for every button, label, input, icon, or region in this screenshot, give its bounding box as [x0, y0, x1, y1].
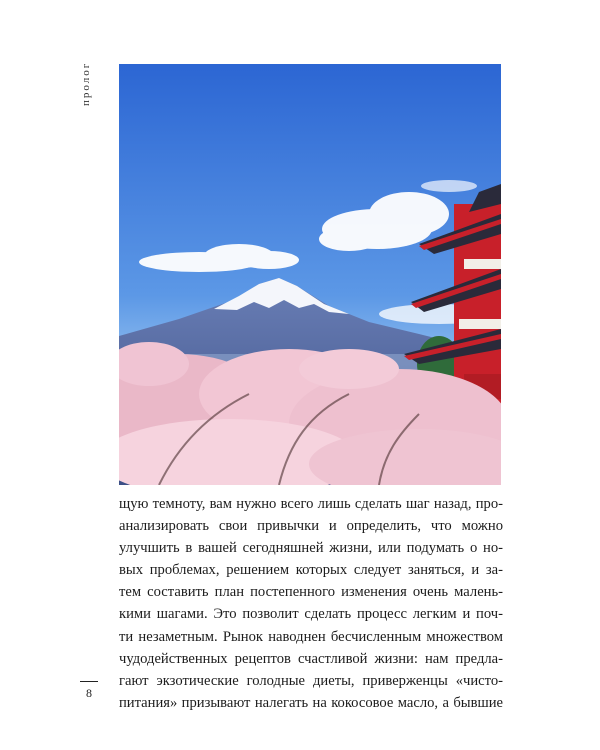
text-line: чудодейственных рецептов счастливой жизни: нам предла- — [119, 650, 503, 667]
fuji-pagoda-photo — [119, 64, 501, 485]
text-line: тем составить план постепенного изменения очень малень- — [119, 584, 503, 601]
text-line: гают экзотические голодные диеты, приверженцы «чисто- — [119, 672, 503, 689]
text-line: кими шагами. Это позволит сделать процесс легким и поч- — [119, 606, 503, 623]
page-number: 8 — [86, 686, 92, 700]
text-line: питания» призывают налегать на кокосовое масло, а бывшие — [119, 694, 503, 711]
text-line: вых проблемах, решением которых следует заняться, и за- — [119, 562, 503, 579]
text-line: щую темноту, вам нужно всего лишь сделать шаг назад, про- — [119, 496, 503, 512]
body-text — [119, 493, 503, 714]
photo-illustration — [119, 64, 501, 485]
text-line: улучшить в вашей сегодняшней жизни, или подумать о но- — [119, 540, 503, 557]
page-number-rule — [80, 681, 98, 682]
text-line: анализировать свои привычки и определить, что можно — [119, 518, 503, 535]
text-line: ти незаметным. Рынок наводнен бесчисленным множеством — [119, 628, 503, 645]
running-head: пролог — [80, 61, 92, 106]
